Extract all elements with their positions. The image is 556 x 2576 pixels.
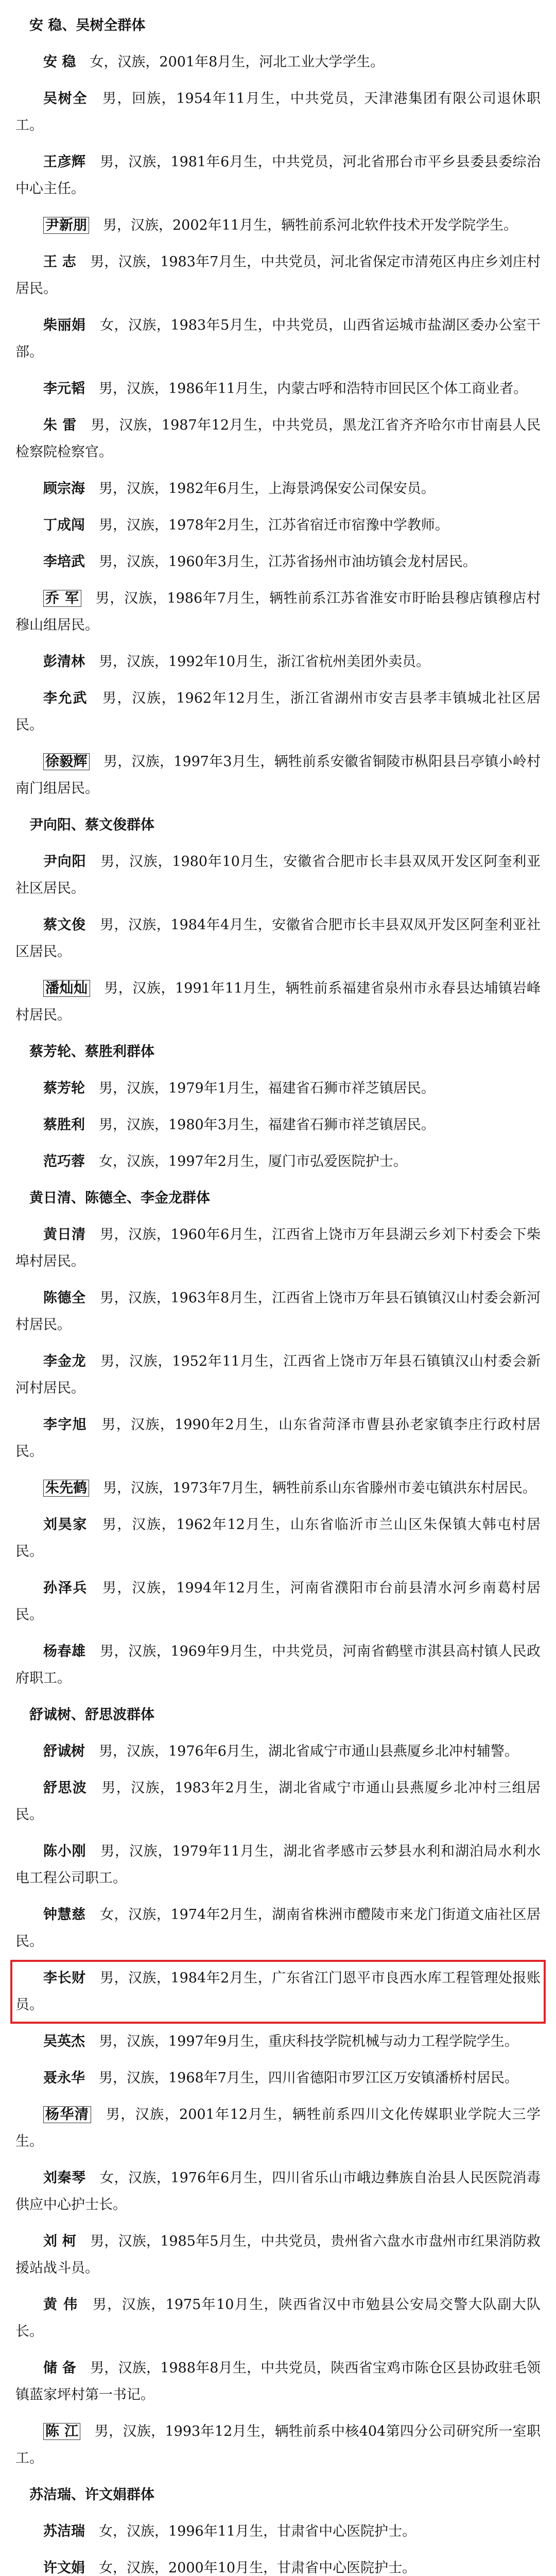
person-entry [15,1575,541,1629]
person-description: 男，汉族，1978年2月生，江苏省宿迁市宿豫中学教师。 [99,517,449,533]
person-description: 男，汉族，1980年10月生，安徽省合肥市长丰县双凤开发区阿奎利亚社区居民。 [15,854,541,896]
person-name: 刘昊家 [43,1517,88,1533]
person-entry [15,749,541,802]
person-description: 男，汉族，1987年12月生，中共党员，黑龙江省齐齐哈尔市甘南县人民检察院检察官。 [15,417,541,460]
highlighted-entry [15,1965,541,2019]
person-name: 刘秦琴 [43,2170,86,2186]
person-name: 李允武 [43,690,88,706]
person-entry [15,212,541,239]
person-name: 范巧蓉 [43,1154,85,1170]
person-description: 男，汉族，2001年12月生，辆牲前系四川文化传媒职业学院大三学生。 [15,2107,541,2149]
person-description: 男，汉族，1976年6月生，湖北省咸宁市通山县燕厦乡北冲村辅警。 [99,1743,518,1759]
person-description: 男，汉族，1984年2月生，广东省江门恩平市良西水库工程管理处报账员。 [15,1970,541,2013]
person-description: 男，汉族，1991年11月生，辆牲前系福建省泉州市永春县达埔镇岩峰村居民。 [15,980,541,1023]
person-description: 男，汉族，1980年3月生，福建省石狮市祥芝镇居民。 [99,1117,435,1133]
group-heading-text: 尹向阳、蔡文俊群体 [29,817,154,833]
person-entry [15,685,541,739]
person-name: 陈小刚 [43,1843,86,1859]
person-name: 钟慧慈 [43,1907,86,1923]
person-description: 男，汉族，1985年5月生，中共党员，贵州省六盘水市盘州市红果消防救援站战斗员。 [15,2233,541,2276]
person-description: 男，汉族，1997年9月生，重庆科技学院机械与动力工程学院学生。 [99,2033,518,2049]
person-name: 李元韬 [43,381,85,397]
person-name: 彭清林 [43,654,85,670]
person-name: 李长财 [43,1970,86,1986]
person-entry [15,975,541,1029]
person-description: 女，汉族，1997年2月生，厦门市弘爱医院护士。 [99,1154,407,1170]
honoree-list [15,12,541,2576]
person-entry [15,149,541,202]
person-entry [15,2418,541,2472]
group-heading [15,1185,541,1212]
person-name: 黄 伟 [43,2297,78,2313]
person-description: 女，汉族，1974年2月生，湖南省株洲市醴陵市来龙门街道文庙社区居民。 [15,1907,541,1950]
person-name: 潘灿灿 [43,980,90,997]
person-name: 孙泽兵 [43,1580,88,1596]
group-heading-text: 蔡芳轮、蔡胜利群体 [29,1044,154,1060]
person-name: 陈 江 [43,2423,80,2440]
person-entry [15,2228,541,2282]
person-entry [15,2065,541,2092]
person-entry [15,2355,541,2409]
person-name: 丁成闯 [43,517,85,533]
person-entry [15,912,541,965]
person-name: 聂永华 [43,2070,85,2086]
person-name: 蔡胜利 [43,1117,85,1133]
person-name: 吴树全 [43,91,88,107]
person-description: 男，汉族，1975年10月生，陕西省汉中市勉县公安局交警大队副大队长。 [15,2297,541,2340]
person-name: 苏洁瑞 [43,2523,85,2539]
person-entry [15,649,541,675]
person-description: 男，汉族，1969年9月生，中共党员，河南省鹤壁市淇县高村镇人民政府职工。 [15,1643,541,1686]
person-entry [15,476,541,502]
person-description: 男，汉族，1997年3月生，辆牲前系安徽省铜陵市枞阳县吕亭镇小岭村南门组居民。 [15,754,541,796]
person-description: 男，汉族，1993年12月生，辆牲前系中核404第四分公司研究所一室职工。 [15,2424,541,2466]
person-name: 杨春雄 [43,1643,86,1659]
person-entry [15,2028,541,2055]
person-entry [15,585,541,639]
person-entry [15,249,541,302]
person-description: 男，汉族，1986年11月生，内蒙古呼和浩特市回民区个体工商业者。 [99,381,528,397]
group-heading [15,812,541,839]
person-entry [15,1838,541,1892]
person-description: 男，汉族，1982年6月生，上海景鸿保安公司保安员。 [99,481,435,497]
person-entry [15,1475,541,1502]
person-entry [15,1512,541,1565]
group-heading [15,12,541,39]
person-description: 男，汉族，1979年1月生，福建省石狮市祥芝镇居民。 [99,1080,435,1096]
person-description: 男，汉族，1962年12月生，浙江省湖州市安吉县孝丰镇城北社区居民。 [15,690,541,733]
person-entry [15,1902,541,1955]
person-entry [15,1148,541,1175]
person-name: 杨华清 [43,2106,91,2123]
person-name: 徐毅辉 [43,753,90,770]
person-description: 男，汉族，1994年12月生，河南省濮阳市台前县清水河乡南葛村居民。 [15,1580,541,1623]
person-name: 尹新朋 [43,217,89,234]
group-heading-text: 黄日清、陈德全、李金龙群体 [29,1190,210,1206]
person-description: 女，汉族，2001年8月生，河北工业大学学生。 [90,54,385,70]
person-name: 李金龙 [43,1353,86,1369]
person-description: 男，汉族，1983年2月生，湖北省咸宁市通山县燕厦乡北冲村三组居民。 [15,1780,541,1823]
person-entry [15,549,541,575]
person-entry [15,2518,541,2545]
person-description: 男，汉族，2002年11月生，辆牲前系河北软件技术开发学院学生。 [103,217,518,233]
person-name: 吴英杰 [43,2033,85,2049]
person-name: 蔡文俊 [43,917,86,933]
person-name: 陈德全 [43,1290,86,1306]
group-heading-text: 安 稳、吴树全群体 [29,18,146,33]
person-description: 男，汉族，1990年2月生，山东省菏泽市曹县孙老家镇李庄行政村居民。 [15,1417,541,1460]
person-entry [15,1348,541,1402]
person-description: 男，汉族，1960年3月生，江苏省扬州市油坊镇会龙村居民。 [99,554,477,570]
person-name: 刘 柯 [43,2233,76,2249]
person-name: 朱 雷 [43,417,77,433]
person-entry [15,1222,541,1275]
person-entry [15,512,541,539]
person-description: 女，汉族，1983年5月生，中共党员，山西省运城市盐湖区委办公室干部。 [15,317,541,360]
person-entry [15,1412,541,1465]
person-entry [15,412,541,466]
person-entry [15,2165,541,2218]
person-description: 男，汉族，1981年6月生，中共党员，河北省邢台市平乡县委县委综治中心主任。 [15,154,541,197]
person-description: 男，汉族，1983年7月生，中共党员，河北省保定市清苑区冉庄乡刘庄村居民。 [15,254,541,297]
person-name: 储 备 [43,2360,76,2376]
person-description: 男，汉族，1992年10月生，浙江省杭州美团外卖员。 [99,654,430,670]
person-entry [15,2292,541,2345]
person-entry [15,2555,541,2576]
person-description: 女，汉族，1976年6月生，四川省乐山市峨边彝族自治县人民医院消毒供应中心护士长。 [15,2170,541,2213]
person-name: 朱先鹤 [43,1480,89,1497]
person-entry [15,49,541,76]
person-description: 男，汉族，1960年6月生，江西省上饶市万年县湖云乡刘下村委会下柴埠村居民。 [15,1227,541,1269]
person-description: 男，汉族，1962年12月生，山东省临沂市兰山区朱保镇大韩屯村居民。 [15,1517,541,1560]
person-description: 男，汉族，1963年8月生，江西省上饶市万年县石镇镇汉山村委会新河村居民。 [15,1290,541,1333]
person-name: 王彦辉 [43,154,86,170]
person-description: 男，汉族，1973年7月生，辆牲前系山东省滕州市姜屯镇洪东村居民。 [103,1480,536,1496]
person-name: 柴丽娟 [43,317,86,333]
person-entry [15,312,541,366]
person-name: 许文娟 [43,2560,85,2576]
person-name: 黄日清 [43,1227,86,1243]
person-entry [15,2102,541,2155]
person-description: 男，汉族，1988年8月生，中共党员，陕西省宝鸡市陈仓区县协政驻毛领镇蓝家坪村第一书记。 [15,2360,541,2403]
person-entry [15,376,541,402]
person-description: 男，回族，1954年11月生，中共党员，天津港集团有限公司退休职工。 [15,91,541,133]
person-name: 舒思波 [43,1780,88,1796]
person-entry [15,849,541,902]
person-description: 男，汉族，1979年11月生，湖北省孝感市云梦县水利和湖泊局水利水电工程公司职工。 [15,1843,541,1886]
group-heading-text: 苏洁瑞、许文娟群体 [29,2487,154,2503]
person-description: 男，汉族，1986年7月生，辆牲前系江苏省淮安市盱眙县穆店镇穆店村穆山组居民。 [15,590,541,633]
person-entry [15,86,541,139]
group-heading [15,2482,541,2509]
person-name: 尹向阳 [43,854,86,870]
person-description: 女，汉族，2000年10月生，甘肃省中心医院护士。 [99,2560,416,2576]
person-name: 乔 军 [43,590,81,607]
person-name: 李培武 [43,554,85,570]
person-name: 李字旭 [43,1417,88,1433]
person-name: 蔡芳轮 [43,1080,85,1096]
person-entry [15,1738,541,1765]
person-name: 舒诚树 [43,1743,85,1759]
person-entry [15,1075,541,1102]
person-name: 王 志 [43,254,76,270]
group-heading [15,1702,541,1728]
person-entry [15,1285,541,1338]
person-entry [15,1638,541,1692]
person-name: 安 稳 [43,54,76,70]
person-description: 男，汉族，1952年11月生，江西省上饶市万年县石镇镇汉山村委会新河村居民。 [15,1353,541,1396]
person-name: 顾宗海 [43,481,85,497]
person-description: 女，汉族，1996年11月生，甘肃省中心医院护士。 [99,2523,416,2539]
person-entry [15,1112,541,1139]
person-description: 男，汉族，1984年4月生，安徽省合肥市长丰县双凤开发区阿奎利亚社区居民。 [15,917,541,960]
person-description: 男，汉族，1968年7月生，四川省德阳市罗江区万安镇潘桥村居民。 [99,2070,518,2086]
group-heading-text: 舒诚树、舒思波群体 [29,1707,154,1723]
group-heading [15,1039,541,1065]
person-entry [15,1775,541,1828]
